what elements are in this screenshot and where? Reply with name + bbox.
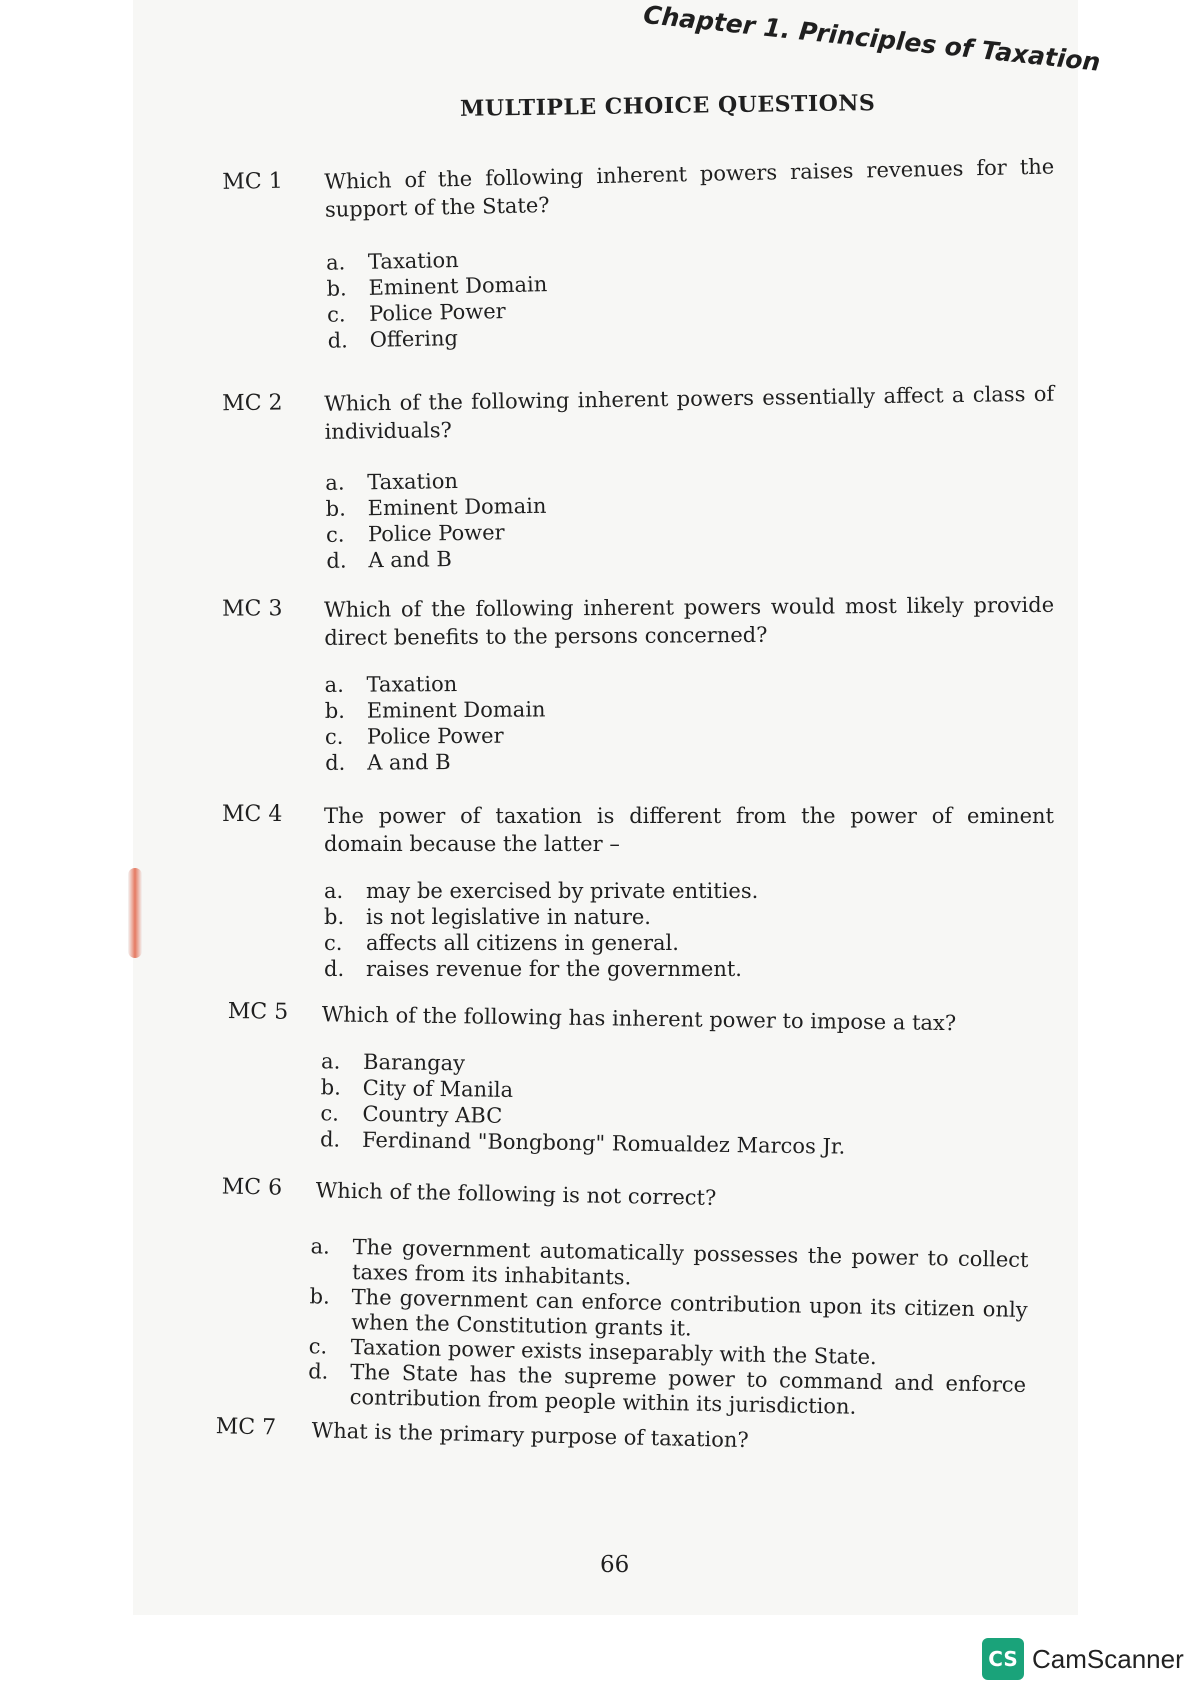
option-text: Police Power: [367, 520, 505, 547]
option-text: Taxation: [367, 247, 459, 274]
option-item: [325, 745, 1045, 776]
option-item: [324, 878, 1044, 904]
option-text: Eminent Domain: [368, 272, 548, 300]
question-text: The power of taxation is different from the power of eminent domain because the latter –: [324, 804, 1054, 856]
option-letter: a.: [324, 672, 344, 697]
option-text: A and B: [368, 547, 453, 573]
option-text: The government can enforce contribution upon its citizen only when the Constitution grants it.: [350, 1285, 1028, 1341]
question-text: What is the primary purpose of taxation?: [311, 1418, 749, 1453]
option-letter: c.: [308, 1334, 328, 1359]
option-text: raises revenue for the government.: [366, 957, 742, 981]
option-letter: d.: [326, 548, 347, 573]
option-letter: c.: [320, 1101, 340, 1126]
option-text: is not legislative in nature.: [366, 905, 651, 929]
option-text: The State has the supreme power to command and enforce contribution from people within its jurisdiction.: [349, 1360, 1027, 1419]
question-text: Which of the following has inherent power to impose a tax?: [321, 1002, 957, 1036]
page-number: 66: [600, 1552, 630, 1578]
option-text: Eminent Domain: [366, 697, 546, 723]
option-item: [324, 930, 1044, 956]
option-text: may be exercised by private entities.: [366, 879, 759, 903]
option-letter: c.: [326, 302, 346, 327]
option-letter: c.: [325, 522, 345, 547]
option-letter: b.: [324, 905, 345, 929]
option-text: Offering: [369, 326, 459, 352]
question-label: MC 1: [222, 168, 283, 195]
option-letter: d.: [319, 1127, 341, 1152]
option-list: [324, 878, 1044, 982]
question-text: Which of the following inherent powers would most likely provide direct benefits to the persons concerned?: [324, 592, 1055, 650]
option-list: [326, 235, 1048, 354]
option-letter: a.: [325, 470, 345, 495]
option-list: [325, 460, 1046, 574]
question-label: MC 3: [222, 596, 283, 622]
option-letter: a.: [324, 879, 344, 903]
section-title: MULTIPLE CHOICE QUESTIONS: [459, 90, 876, 122]
option-letter: b.: [320, 1075, 342, 1100]
camscanner-logo-icon: CS: [982, 1638, 1024, 1680]
option-list: [325, 667, 1046, 776]
option-letter: d.: [325, 750, 346, 775]
option-letter: c.: [324, 724, 344, 749]
option-text: Eminent Domain: [367, 493, 547, 521]
option-text: Country ABC: [362, 1101, 503, 1128]
option-letter: a.: [320, 1049, 341, 1074]
option-list: [308, 1234, 1029, 1423]
option-letter: a.: [325, 250, 346, 275]
option-text: Police Power: [366, 723, 504, 749]
option-text: A and B: [367, 750, 451, 775]
option-letter: b.: [324, 698, 346, 723]
option-text: The government automatically possesses the power to collect taxes from its inhabitants.: [351, 1235, 1029, 1290]
option-item: [324, 956, 1044, 982]
option-letter: c.: [324, 931, 343, 955]
question-text: Which of the following is not correct?: [315, 1178, 717, 1210]
chapter-header: Chapter 1. Principles of Taxation: [641, 0, 1102, 77]
question-label: MC 4: [222, 802, 283, 827]
question-label: MC 5: [227, 998, 289, 1025]
option-letter: d.: [324, 957, 345, 981]
option-letter: b.: [326, 276, 347, 301]
option-letter: b.: [309, 1284, 331, 1309]
question-text: Which of the following inherent powers essentially affect a class of individuals?: [324, 381, 1055, 444]
camscanner-watermark: CamScanner: [1032, 1644, 1184, 1674]
option-letter: d.: [308, 1359, 329, 1384]
option-list: [320, 1048, 1041, 1162]
option-text: Ferdinand "Bongbong" Romualdez Marcos Jr.: [361, 1127, 846, 1159]
option-letter: a.: [310, 1234, 331, 1259]
option-text: City of Manila: [362, 1075, 514, 1102]
question-label: MC 6: [221, 1174, 283, 1201]
option-text: affects all citizens in general.: [366, 931, 679, 955]
option-text: Taxation power exists inseparably with the State.: [350, 1335, 877, 1370]
question-text: Which of the following inherent powers raises revenues for the support of the State?: [324, 154, 1055, 222]
option-text: Barangay: [362, 1049, 466, 1076]
option-letter: d.: [327, 328, 349, 353]
option-text: Taxation: [366, 671, 458, 697]
option-text: Taxation: [367, 468, 459, 495]
option-text: Police Power: [368, 299, 506, 326]
option-item: [324, 904, 1044, 930]
option-letter: b.: [325, 496, 346, 521]
question-label: MC 7: [215, 1414, 277, 1441]
question-label: MC 2: [222, 390, 283, 417]
scan-smudge: [128, 868, 142, 958]
